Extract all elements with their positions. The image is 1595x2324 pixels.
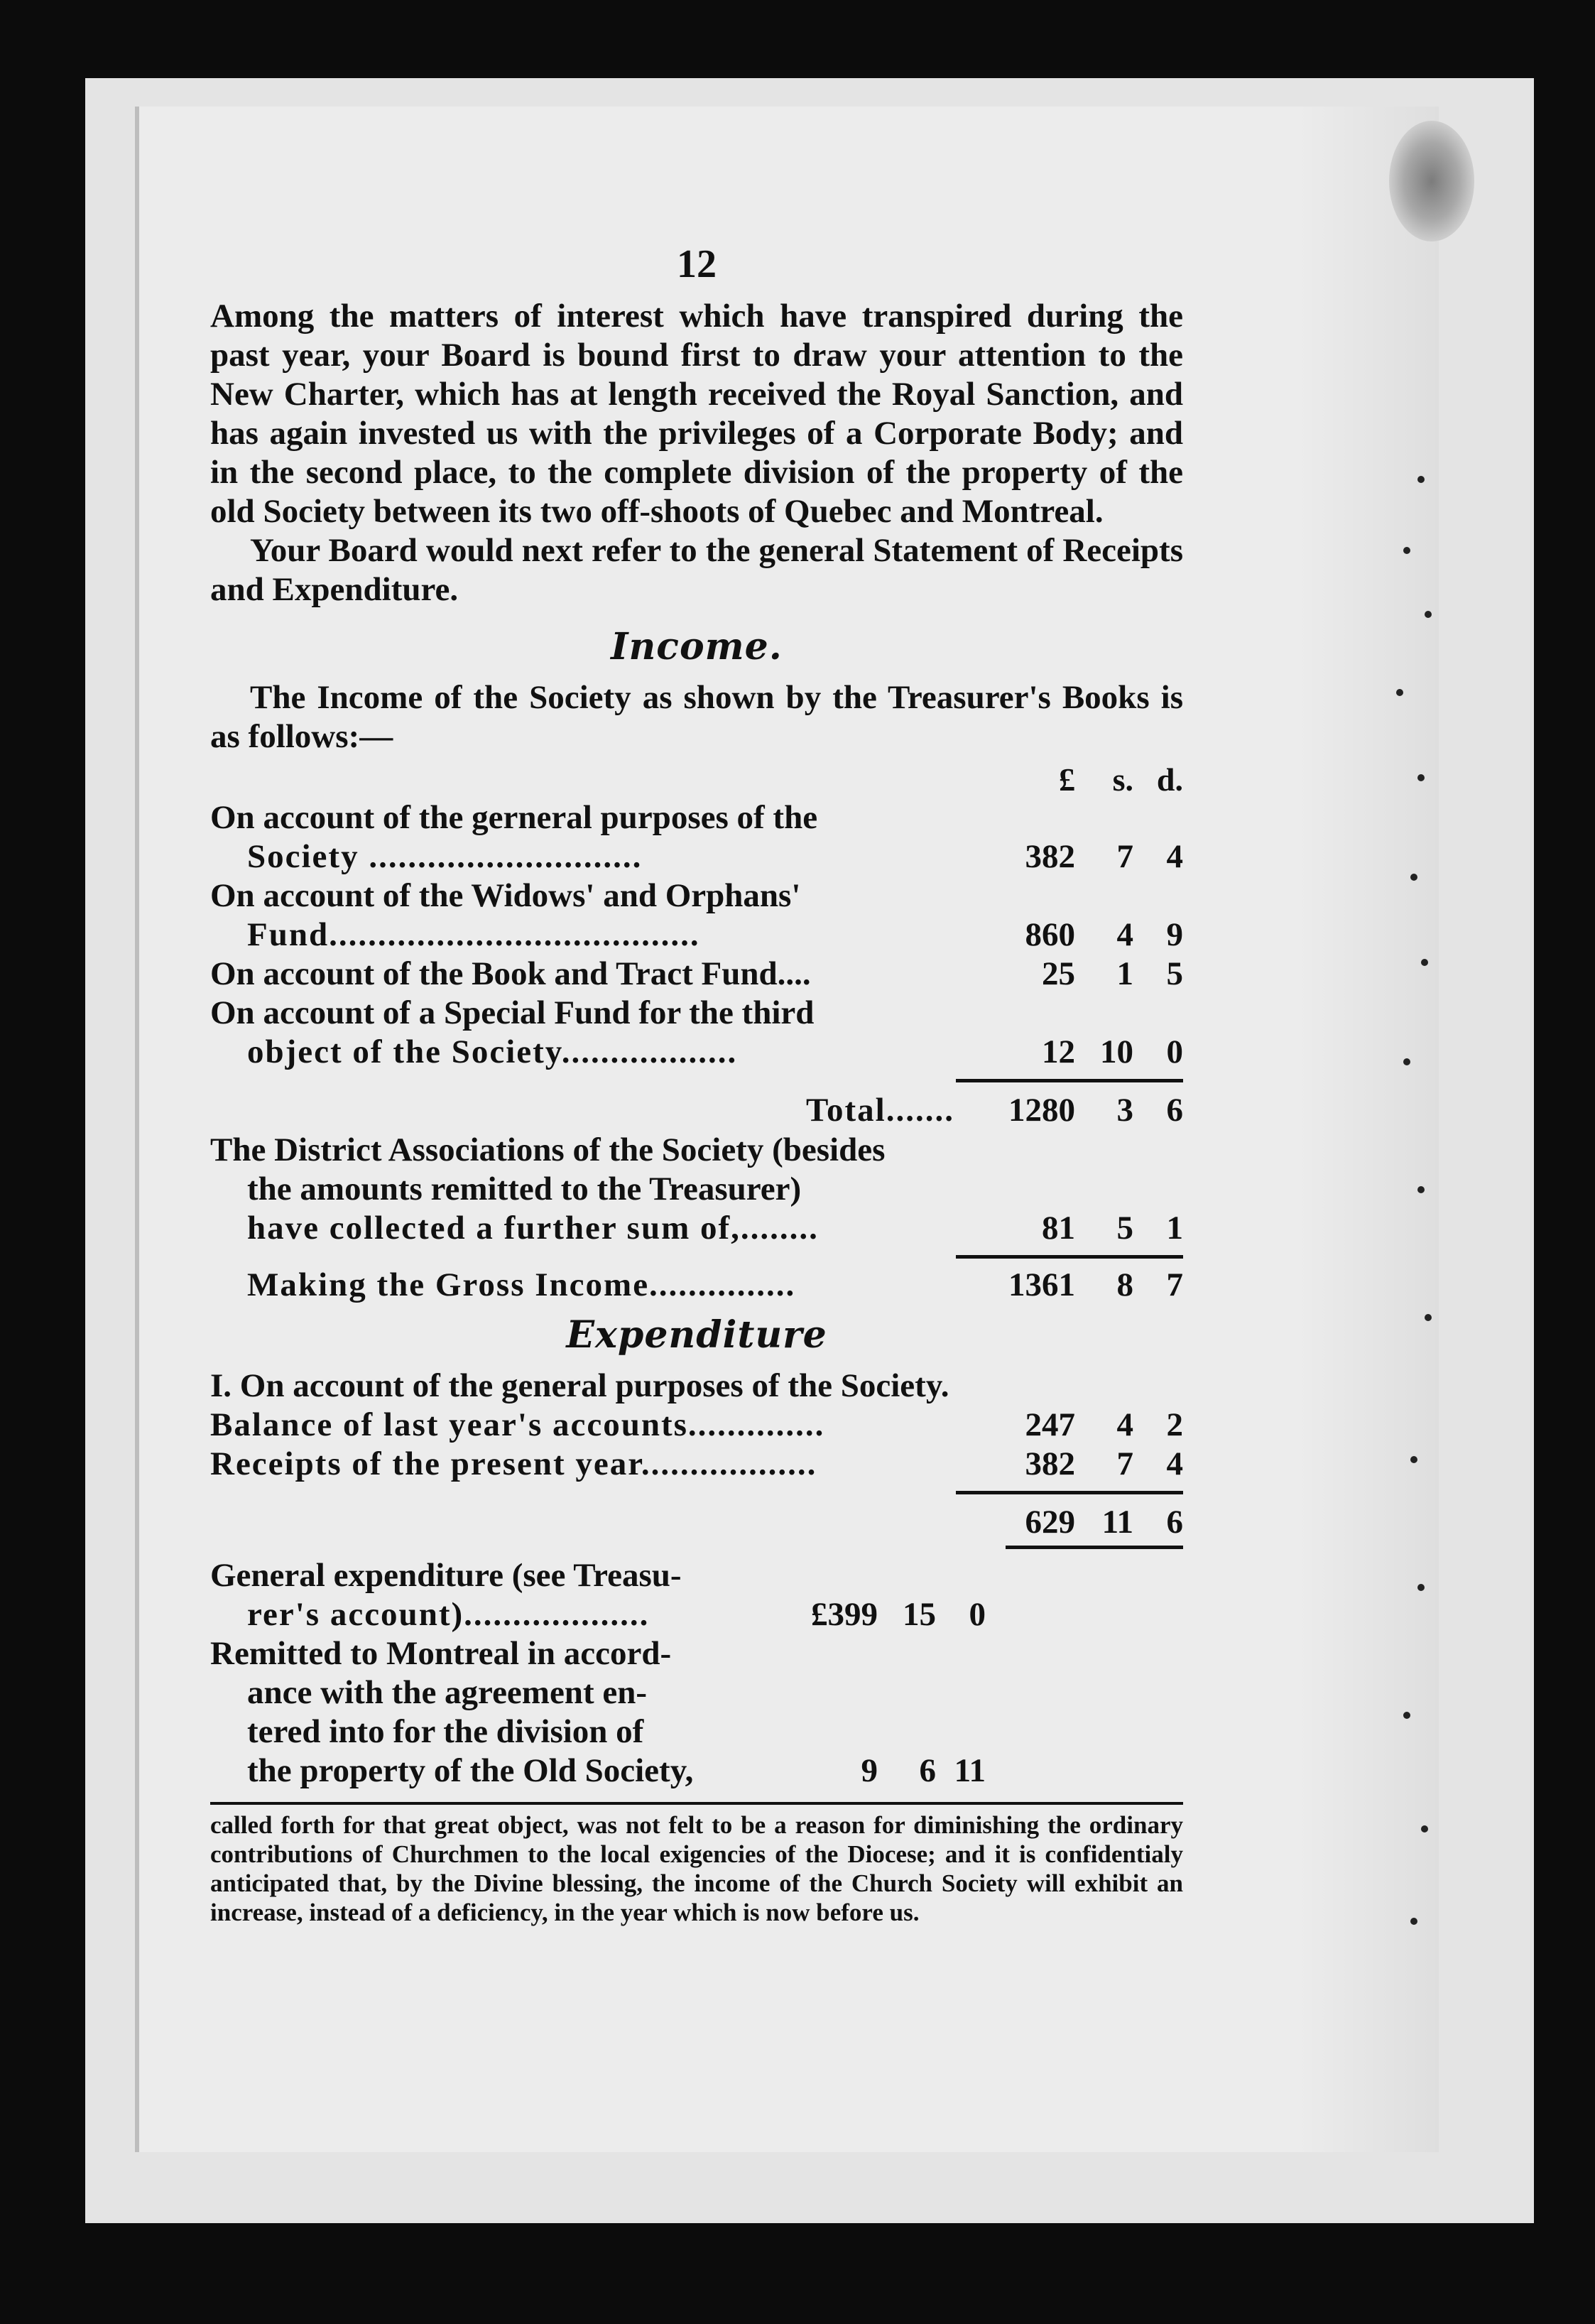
bleed-dot bbox=[1403, 1712, 1410, 1719]
row-label-cont: the property of the Old Society, bbox=[247, 1752, 694, 1789]
amount-pounds: 9 bbox=[861, 1752, 878, 1789]
bleed-dot bbox=[1410, 1918, 1417, 1925]
row-label-cont: ance with the agreement en- bbox=[247, 1674, 647, 1711]
bleed-dot bbox=[1425, 611, 1432, 618]
row-label: Remitted to Montreal in accord- bbox=[210, 1635, 672, 1672]
gross-income-row bbox=[210, 1266, 1183, 1305]
bleed-dot bbox=[1410, 874, 1417, 881]
subtotal-underline bbox=[1006, 1546, 1183, 1549]
amount-pounds: 12 bbox=[1042, 1033, 1075, 1070]
income-row-general bbox=[210, 798, 1183, 876]
bleed-dot bbox=[1417, 476, 1425, 483]
bleed-dot bbox=[1396, 689, 1403, 696]
amount-pence: 9 bbox=[1166, 916, 1183, 953]
row-label-cont: Fund...................................... bbox=[247, 916, 700, 953]
row-label-cont: have collected a further sum of,........ bbox=[247, 1210, 819, 1247]
bleed-dot bbox=[1417, 774, 1425, 781]
amount-shillings: 7 bbox=[1116, 838, 1133, 875]
subtotal-rule bbox=[956, 1491, 1183, 1494]
district-associations-row bbox=[210, 1131, 1183, 1248]
page-number: 12 bbox=[677, 242, 717, 286]
bleed-dot bbox=[1421, 1825, 1428, 1832]
shillings-column-header: s. bbox=[1112, 761, 1133, 798]
row-label: Receipts of the present year.................. bbox=[210, 1445, 817, 1482]
amount-pence: 4 bbox=[1166, 838, 1183, 875]
amount-shillings: 4 bbox=[1116, 1406, 1133, 1443]
amount-shillings: 5 bbox=[1116, 1210, 1133, 1247]
amount-shillings: 10 bbox=[1100, 1033, 1133, 1070]
expenditure-heading: Expenditure bbox=[566, 1313, 827, 1357]
general-expenditure-row bbox=[210, 1556, 1183, 1634]
document-page bbox=[135, 107, 1439, 2152]
remitted-montreal-row bbox=[210, 1634, 1183, 1791]
subtotal-pounds: 629 bbox=[1025, 1504, 1075, 1541]
punch-hole bbox=[1389, 121, 1474, 241]
amount-shillings: 1 bbox=[1116, 955, 1133, 992]
bleed-dot bbox=[1417, 1186, 1425, 1193]
total-rule bbox=[956, 1079, 1183, 1082]
total-pounds: 1280 bbox=[1008, 1092, 1075, 1129]
footnote-rule bbox=[210, 1802, 1183, 1805]
row-label-cont: rer's account)................... bbox=[247, 1596, 650, 1633]
row-label-cont: the amounts remitted to the Treasurer) bbox=[247, 1171, 802, 1207]
amount-pounds: 25 bbox=[1042, 955, 1075, 992]
pence-column-header: d. bbox=[1156, 761, 1183, 798]
row-label: The District Associations of the Society (besides bbox=[210, 1131, 886, 1168]
expenditure-subtotal-row bbox=[210, 1502, 1183, 1543]
amount-pounds: 81 bbox=[1042, 1210, 1075, 1247]
total-label: Total....... bbox=[806, 1092, 954, 1129]
amount-pounds: 860 bbox=[1025, 916, 1075, 953]
income-row-special-fund bbox=[210, 994, 1183, 1072]
amount-pence: 1 bbox=[1166, 1210, 1183, 1247]
gross-label: Making the Gross Income............... bbox=[247, 1266, 796, 1303]
bleed-dot bbox=[1425, 1314, 1432, 1321]
amount-pence: 11 bbox=[954, 1752, 986, 1789]
bleed-dot bbox=[1403, 1058, 1410, 1065]
row-label: On account of the Book and Tract Fund.... bbox=[210, 955, 811, 992]
subtotal-pence: 6 bbox=[1166, 1504, 1183, 1541]
total-shillings: 3 bbox=[1116, 1092, 1133, 1129]
section-title-text: I. On account of the general purposes of the Society. bbox=[210, 1367, 949, 1404]
income-heading: Income. bbox=[611, 625, 783, 668]
currency-column-headers bbox=[210, 761, 1183, 798]
amount-pence: 2 bbox=[1166, 1406, 1183, 1443]
row-label: Balance of last year's accounts.............. bbox=[210, 1406, 825, 1443]
gross-shillings: 8 bbox=[1116, 1266, 1133, 1303]
gross-pounds: 1361 bbox=[1008, 1266, 1075, 1303]
row-label: On account of the Widows' and Orphans' bbox=[210, 877, 801, 914]
row-label-cont: object of the Society.................. bbox=[247, 1033, 738, 1070]
bleed-dot bbox=[1421, 959, 1428, 966]
bleed-through-marks bbox=[1389, 476, 1446, 1932]
total-pence: 6 bbox=[1166, 1092, 1183, 1129]
amount-shillings: 6 bbox=[919, 1752, 936, 1789]
row-label: General expenditure (see Treasu- bbox=[210, 1557, 682, 1594]
row-label: On account of the gerneral purposes of the bbox=[210, 799, 818, 836]
page-content bbox=[210, 241, 1183, 1927]
footnote-text: called forth for that great object, was not felt to be a reason for diminishing the ordinary contributions of Churchmen to the local exigencies of the Diocese; and it is confidentialy anticipated that, by the Divine blessing, the income of the Church Society will exhibit an increase, instead of a deficiency, in the year which is now before us. bbox=[210, 1811, 1183, 1926]
expenditure-balance-row bbox=[210, 1406, 1183, 1445]
amount-pounds: 382 bbox=[1025, 838, 1075, 875]
bleed-dot bbox=[1410, 1456, 1417, 1463]
bleed-dot bbox=[1417, 1584, 1425, 1591]
expenditure-receipts-row bbox=[210, 1445, 1183, 1484]
amount-pence: 0 bbox=[969, 1596, 986, 1633]
amount-pounds: 247 bbox=[1025, 1406, 1075, 1443]
amount-pounds: £399 bbox=[811, 1596, 878, 1633]
amount-shillings: 4 bbox=[1116, 916, 1133, 953]
row-label-cont: Society ............................ bbox=[247, 838, 643, 875]
bleed-dot bbox=[1403, 547, 1410, 554]
amount-shillings: 15 bbox=[903, 1596, 936, 1633]
paragraph-statement: Your Board would next refer to the general Statement of Receipts and Expenditure. bbox=[210, 532, 1183, 608]
row-label-cont: tered into for the division of bbox=[247, 1713, 644, 1750]
expenditure-section-title bbox=[210, 1367, 1183, 1406]
income-intro: The Income of the Society as shown by the Treasurer's Books is as follows:— bbox=[210, 679, 1183, 755]
paragraph-charter: Among the matters of interest which have transpired during the past year, your Board is bound first to draw your attention to the New Charter, which has at length received the Royal Sanction, and has again invested us with the privileges of a Corporate Body; and in the second place, to the complete division of the property of the old Society between its two off-shoots of Quebec and Montreal. bbox=[210, 298, 1183, 530]
amount-pence: 5 bbox=[1166, 955, 1183, 992]
gross-pence: 7 bbox=[1166, 1266, 1183, 1303]
subtotal-shillings: 11 bbox=[1101, 1504, 1133, 1541]
row-label: On account of a Special Fund for the third bbox=[210, 994, 815, 1031]
income-row-book-tract bbox=[210, 955, 1183, 994]
amount-pence: 4 bbox=[1166, 1445, 1183, 1482]
amount-pence: 0 bbox=[1166, 1033, 1183, 1070]
pounds-column-header: £ bbox=[1059, 761, 1075, 798]
amount-pounds: 382 bbox=[1025, 1445, 1075, 1482]
income-total-row bbox=[210, 1090, 1183, 1131]
gross-rule bbox=[956, 1255, 1183, 1259]
amount-shillings: 7 bbox=[1116, 1445, 1133, 1482]
income-row-widows bbox=[210, 876, 1183, 955]
